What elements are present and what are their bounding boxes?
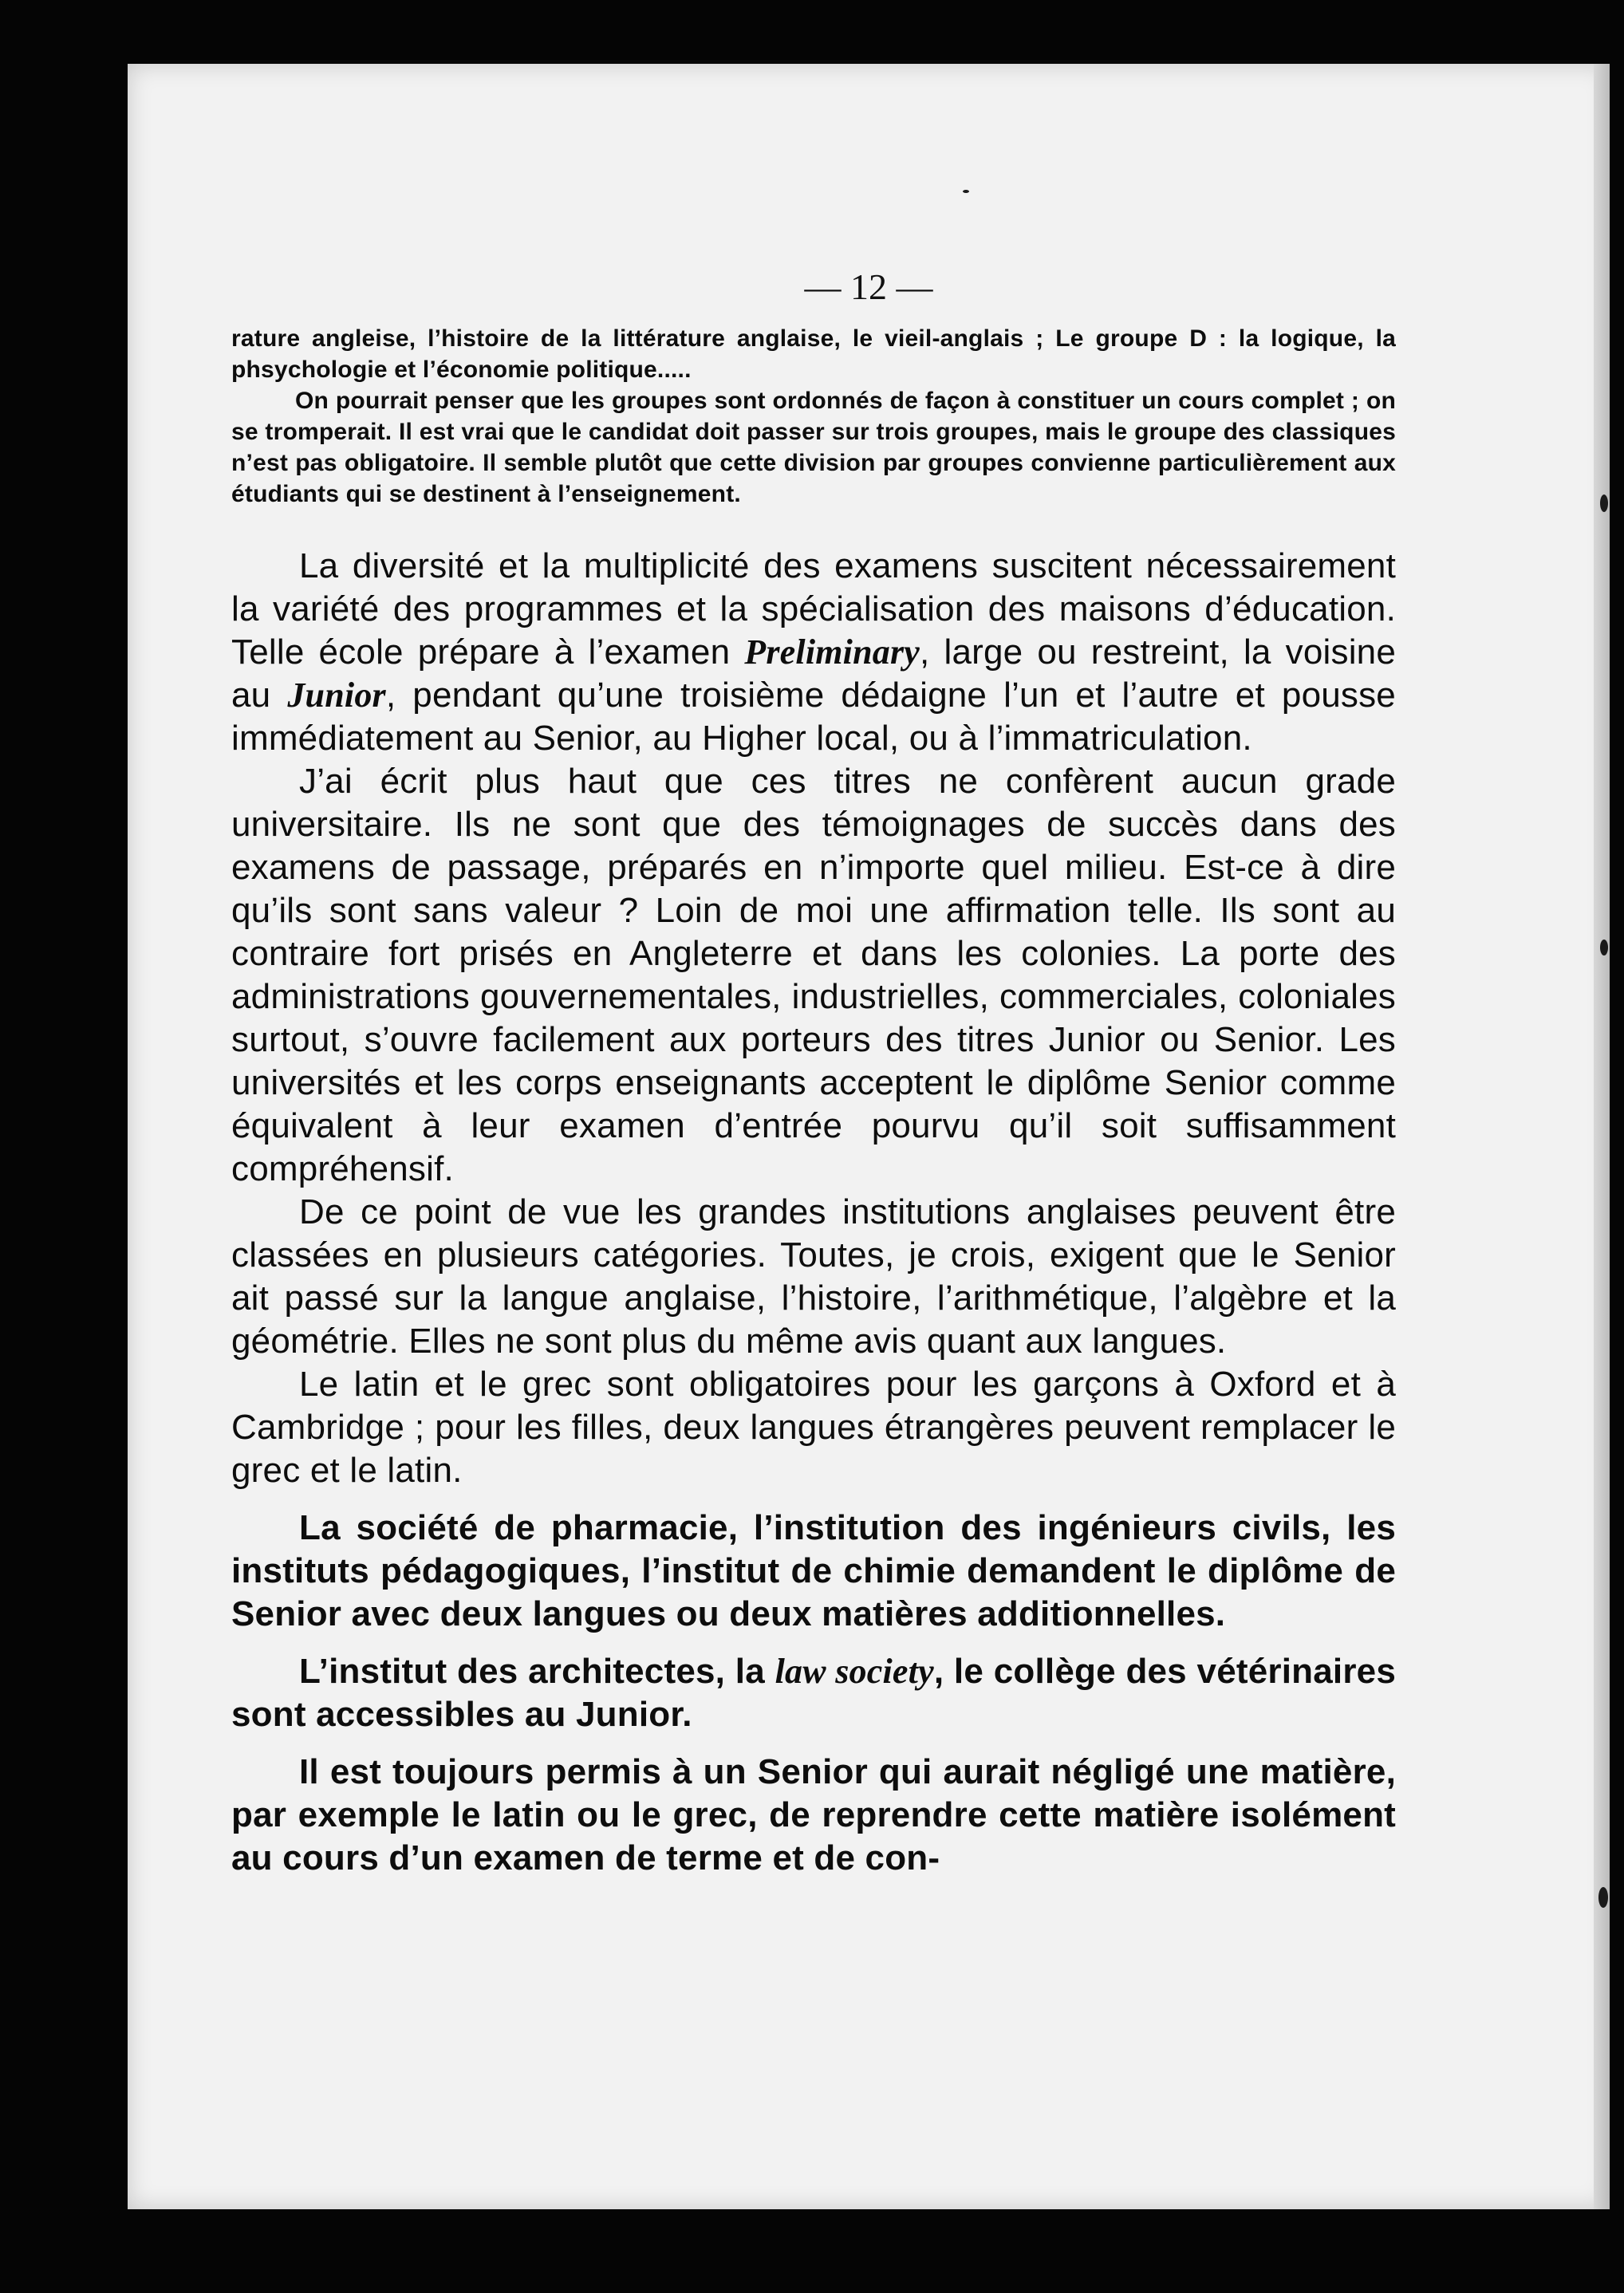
binding-mark: [1600, 494, 1608, 512]
page-content: [231, 323, 1396, 1880]
page-number: — 12 —: [804, 266, 933, 307]
paragraph: La société de pharmacie, l’institution des ingénieurs civils, les instituts pédagogiques, l’institut de chimie demandent le diplôme de Senior avec deux langues ou deux matières additionnelles.: [231, 1508, 1396, 1633]
paragraph: [231, 1650, 1396, 1736]
text-run: L’institut des architectes, la: [299, 1652, 775, 1691]
small-paragraph: rature angleise, l’histoire de la littérature anglaise, le vieil-anglais ; Le groupe D : la logique, la phsychologie et l’économie politique.....: [231, 325, 1396, 383]
text-run: , large ou restreint, la voisine au: [231, 632, 1397, 715]
small-paragraph: On pourrait penser que les groupes sont ordonnés de façon à constituer un cours complet ; on se tromperait. Il est vrai que le candidat doit passer sur trois groupes, mais le groupe des classiques n’est pas obligatoire. Il semble plutôt que cette division par groupes convienne particulièrement aux étudiants qui se destinent à l’enseignement.: [231, 388, 1396, 507]
text-run: , le collège des vétérinaires sont accessibles au Junior.: [231, 1652, 1397, 1734]
paragraph: [231, 545, 1396, 760]
scan-speck: [963, 190, 969, 193]
italic-term: Junior: [287, 676, 386, 715]
paragraph: De ce point de vue les grandes institutions anglaises peuvent être classées en plusieurs catégories. Toutes, je crois, exigent que le Senior ait passé sur la langue anglaise, l’histoire, l’arithmétique, l’algèbre et la géométrie. Elles ne sont plus du même avis quant aux langues.: [231, 1192, 1396, 1361]
text-run: , pendant qu’une troisième dédaigne l’un et l’autre et pousse immédiatement au Senior, au Higher local, ou à l’immatriculation.: [231, 676, 1396, 758]
text-run: La diversité et la multiplicité des examens suscitent nécessairement la variété des programmes et la spécialisation des maisons d’éducation. Telle école prépare à l’examen: [231, 546, 1396, 672]
paragraph: J’ai écrit plus haut que ces titres ne confèrent aucun grade universitaire. Ils ne sont que des témoignages de succès dans des examens de passage, préparés en n’importe quel milieu. Est-ce à dire qu’ils sont sans valeur ? Loin de moi une affirmation telle. Ils sont au contraire fort prisés en Angleterre et dans les colonies. La porte des administrations gouvernementales, industrielles, commerciales, coloniales surtout, s’ouvre facilement aux porteurs des titres Junior ou Senior. Les universités et les corps enseignants acceptent le diplôme Senior comme équivalent à leur examen d’entrée pourvu qu’il soit suffisamment compréhensif.: [231, 762, 1396, 1188]
italic-term: Preliminary: [744, 632, 920, 672]
paragraph: Le latin et le grec sont obligatoires pour les garçons à Oxford et à Cambridge ; pour les filles, deux langues étrangères peuvent remplacer le grec et le latin.: [231, 1365, 1396, 1490]
italic-term: law society: [775, 1652, 934, 1691]
binding-mark: [1598, 1887, 1608, 1908]
paragraph: Il est toujours permis à un Senior qui aurait négligé une matière, par exemple le latin ou le grec, de reprendre cette matière isolément au cours d’un examen de terme et de con-: [231, 1752, 1396, 1877]
binding-mark: [1600, 940, 1608, 955]
